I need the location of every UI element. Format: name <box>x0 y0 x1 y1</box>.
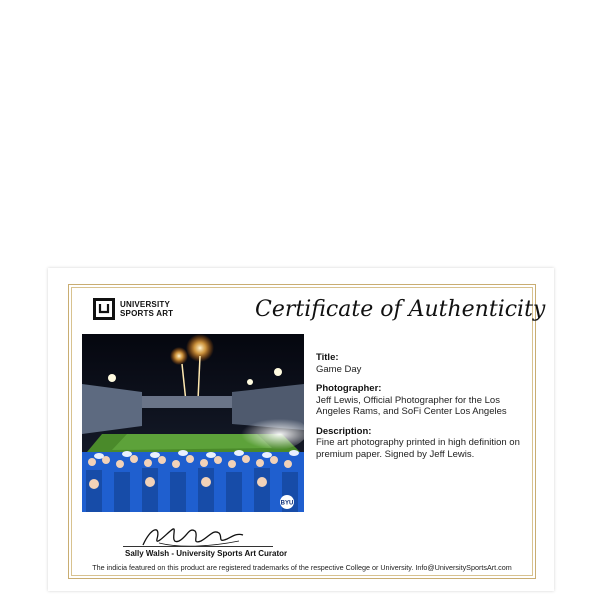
certificate-details <box>316 352 526 468</box>
description-value: Fine art photography printed in high definition on premium paper. Signed by Jeff Lewis. <box>316 437 520 460</box>
title-label: Title: <box>316 352 339 363</box>
photographer-value: Jeff Lewis, Official Photographer for the Los Angeles Rams, and SoFi Center Los Angeles <box>316 394 507 417</box>
university-sports-art-logo-icon <box>93 298 115 320</box>
logo-line-1: UNIVERSITY <box>120 300 171 309</box>
certificate-border <box>68 284 546 579</box>
photographer-label: Photographer: <box>316 383 382 394</box>
game-day-photo <box>82 334 304 512</box>
jersey-logo: BYU <box>280 500 294 507</box>
curator-name: Sally Walsh - University Sports Art Curator <box>125 549 288 558</box>
trademark-disclaimer: The indicia featured on this product are registered trademarks of the respective College or University. Info@UniversitySportsArt.com <box>92 563 512 572</box>
signature-line <box>123 546 273 547</box>
certificate-card <box>48 268 554 591</box>
logo-text <box>120 300 173 318</box>
certificate-heading: Certificate of Authenticity <box>255 297 546 322</box>
title-value: Game Day <box>316 363 362 375</box>
description-label: Description: <box>316 425 372 437</box>
logo <box>93 298 173 320</box>
logo-line-2: SPORTS ART <box>120 309 174 318</box>
